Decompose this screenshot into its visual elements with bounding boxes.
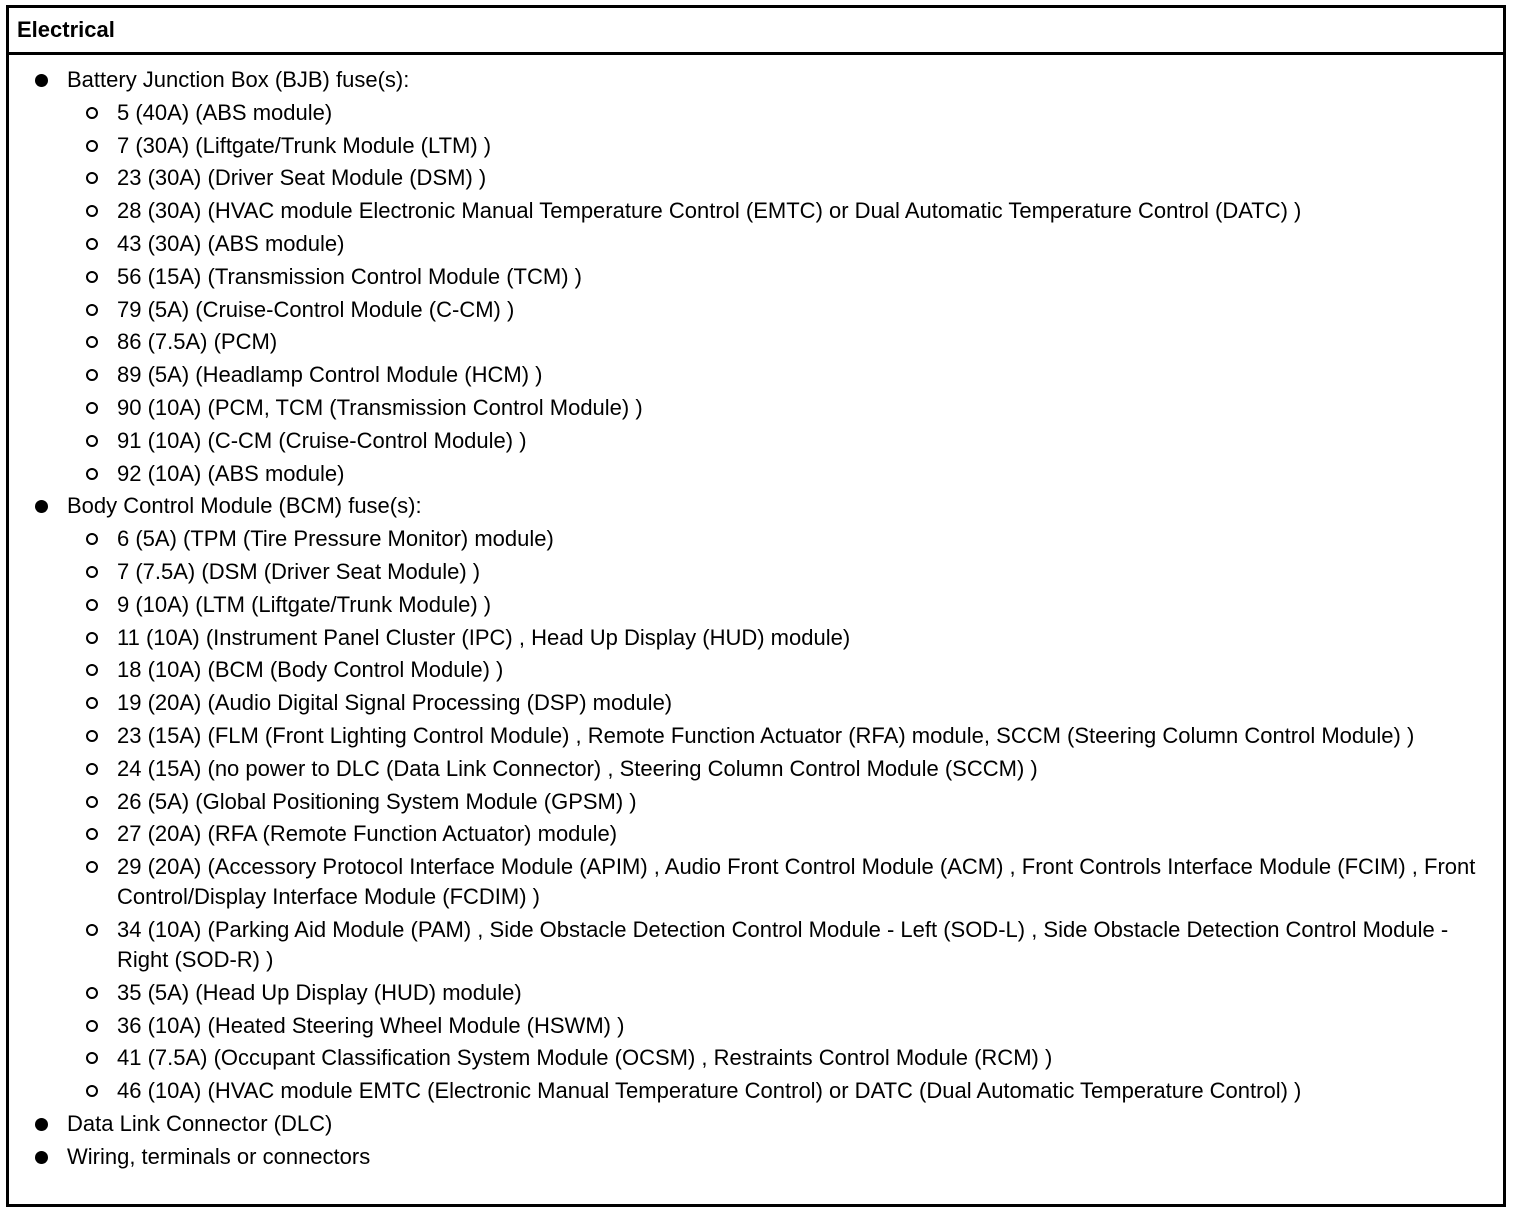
hollow-bullet-icon <box>86 828 98 840</box>
fuse-item-label: 29 (20A) (Accessory Protocol Interface Module (APIM) , Audio Front Control Module (ACM) , Front Controls Interface Module (FCIM) , Front Control/Display Interface Module (FCDIM) ) <box>117 854 1476 910</box>
fuse-item-label: 7 (7.5A) (DSM (Driver Seat Module) ) <box>117 558 481 584</box>
fuse-item-label: 90 (10A) (PCM, TCM (Transmission Control Module) ) <box>117 394 643 420</box>
fuse-item <box>9 459 1503 489</box>
fuse-item <box>9 131 1503 161</box>
hollow-bullet-icon <box>86 369 98 381</box>
checklist-item <box>9 491 1503 521</box>
hollow-bullet-icon <box>86 599 98 611</box>
fuse-item-label: 41 (7.5A) (Occupant Classification System Module (OCSM) , Restraints Control Module (RCM) ) <box>117 1045 1053 1071</box>
fuse-item <box>9 623 1503 653</box>
fuse-item-label: 9 (10A) (LTM (Liftgate/Trunk Module) ) <box>117 591 492 617</box>
filled-bullet-icon <box>35 1151 48 1164</box>
fuse-item-label: 5 (40A) (ABS module) <box>117 99 333 125</box>
electrical-table <box>6 5 1506 1207</box>
checklist-body <box>9 55 1503 1172</box>
fuse-item <box>9 196 1503 226</box>
fuse-item-label: 23 (15A) (FLM (Front Lighting Control Module) , Remote Function Actuator (RFA) module, SCCM (Steering Column Control Module) ) <box>117 722 1415 748</box>
fuse-item-label: 92 (10A) (ABS module) <box>117 460 345 486</box>
fuse-item-label: 86 (7.5A) (PCM) <box>117 329 278 355</box>
hollow-bullet-icon <box>86 664 98 676</box>
fuse-item-label: 28 (30A) (HVAC module Electronic Manual Temperature Control (EMTC) or Dual Automatic Temperature Control (DATC) ) <box>117 198 1302 224</box>
fuse-item-label: 19 (20A) (Audio Digital Signal Processing (DSP) module) <box>117 690 673 716</box>
checklist-item-label: Wiring, terminals or connectors <box>67 1143 371 1169</box>
fuse-item <box>9 229 1503 259</box>
fuse-item <box>9 978 1503 1008</box>
hollow-bullet-icon <box>86 140 98 152</box>
checklist-group <box>9 65 1503 489</box>
fuse-item-label: 36 (10A) (Heated Steering Wheel Module (HSWM) ) <box>117 1012 625 1038</box>
hollow-bullet-icon <box>86 435 98 447</box>
hollow-bullet-icon <box>86 987 98 999</box>
fuse-item-label: 34 (10A) (Parking Aid Module (PAM) , Side Obstacle Detection Control Module - Left (SOD-L) , Side Obstacle Detection Control Module - Right (SOD-R) ) <box>117 916 1449 972</box>
fuse-item-label: 24 (15A) (no power to DLC (Data Link Connector) , Steering Column Control Module (SCCM) ) <box>117 755 1038 781</box>
fuse-item-label: 79 (5A) (Cruise-Control Module (C-CM) ) <box>117 296 515 322</box>
hollow-bullet-icon <box>86 796 98 808</box>
filled-bullet-icon <box>35 74 48 87</box>
fuse-item-label: 23 (30A) (Driver Seat Module (DSM) ) <box>117 165 487 191</box>
checklist-group <box>9 491 1503 1106</box>
hollow-bullet-icon <box>86 632 98 644</box>
fuse-item <box>9 360 1503 390</box>
fuse-item <box>9 754 1503 784</box>
hollow-bullet-icon <box>86 924 98 936</box>
fuse-item <box>9 295 1503 325</box>
fuse-item <box>9 688 1503 718</box>
fuse-item-label: 6 (5A) (TPM (Tire Pressure Monitor) module) <box>117 526 554 552</box>
filled-bullet-icon <box>35 1118 48 1131</box>
table-header <box>9 8 1503 55</box>
checklist-item <box>9 1142 1503 1172</box>
hollow-bullet-icon <box>86 336 98 348</box>
fuse-item-label: 26 (5A) (Global Positioning System Module (GPSM) ) <box>117 788 637 814</box>
hollow-bullet-icon <box>86 566 98 578</box>
fuse-item <box>9 557 1503 587</box>
fuse-item <box>9 819 1503 849</box>
fuse-item <box>9 1043 1503 1073</box>
fuse-item-label: 27 (20A) (RFA (Remote Function Actuator) module) <box>117 821 618 847</box>
fuse-item-label: 11 (10A) (Instrument Panel Cluster (IPC) , Head Up Display (HUD) module) <box>117 624 851 650</box>
fuse-item <box>9 1011 1503 1041</box>
hollow-bullet-icon <box>86 271 98 283</box>
fuse-item <box>9 1076 1503 1106</box>
hollow-bullet-icon <box>86 730 98 742</box>
fuse-item-label: 43 (30A) (ABS module) <box>117 230 345 256</box>
fuse-item <box>9 721 1503 751</box>
checklist-item <box>9 65 1503 95</box>
fuse-item-label: 91 (10A) (C-CM (Cruise-Control Module) ) <box>117 427 527 453</box>
hollow-bullet-icon <box>86 205 98 217</box>
fuse-item <box>9 524 1503 554</box>
checklist-item-label: Battery Junction Box (BJB) fuse(s): <box>67 67 410 92</box>
fuse-item <box>9 590 1503 620</box>
hollow-bullet-icon <box>86 107 98 119</box>
hollow-bullet-icon <box>86 763 98 775</box>
fuse-item <box>9 98 1503 128</box>
fuse-item-label: 56 (15A) (Transmission Control Module (TCM) ) <box>117 263 582 289</box>
fuse-item <box>9 327 1503 357</box>
fuse-item <box>9 426 1503 456</box>
fuse-item-label: 18 (10A) (BCM (Body Control Module) ) <box>117 657 504 683</box>
hollow-bullet-icon <box>86 468 98 480</box>
fuse-item <box>9 655 1503 685</box>
hollow-bullet-icon <box>86 172 98 184</box>
checklist-item-label: Data Link Connector (DLC) <box>67 1110 333 1136</box>
hollow-bullet-icon <box>86 1052 98 1064</box>
checklist-group <box>9 1109 1503 1139</box>
hollow-bullet-icon <box>86 402 98 414</box>
fuse-item-label: 46 (10A) (HVAC module EMTC (Electronic Manual Temperature Control) or DATC (Dual Automatic Temperature Control) ) <box>117 1078 1302 1104</box>
fuse-item <box>9 915 1503 975</box>
fuse-item-label: 35 (5A) (Head Up Display (HUD) module) <box>117 979 522 1005</box>
hollow-bullet-icon <box>86 533 98 545</box>
fuse-item <box>9 393 1503 423</box>
section-title: Electrical <box>17 17 115 42</box>
hollow-bullet-icon <box>86 697 98 709</box>
fuse-item-label: 89 (5A) (Headlamp Control Module (HCM) ) <box>117 362 543 388</box>
hollow-bullet-icon <box>86 238 98 250</box>
checklist-item <box>9 1109 1503 1139</box>
checklist-group <box>9 1142 1503 1172</box>
fuse-item-label: 7 (30A) (Liftgate/Trunk Module (LTM) ) <box>117 132 492 158</box>
hollow-bullet-icon <box>86 861 98 873</box>
fuse-item <box>9 852 1503 912</box>
filled-bullet-icon <box>35 500 48 513</box>
fuse-item <box>9 163 1503 193</box>
fuse-item <box>9 787 1503 817</box>
checklist-item-label: Body Control Module (BCM) fuse(s): <box>67 493 422 519</box>
hollow-bullet-icon <box>86 304 98 316</box>
hollow-bullet-icon <box>86 1020 98 1032</box>
hollow-bullet-icon <box>86 1085 98 1097</box>
fuse-item <box>9 262 1503 292</box>
